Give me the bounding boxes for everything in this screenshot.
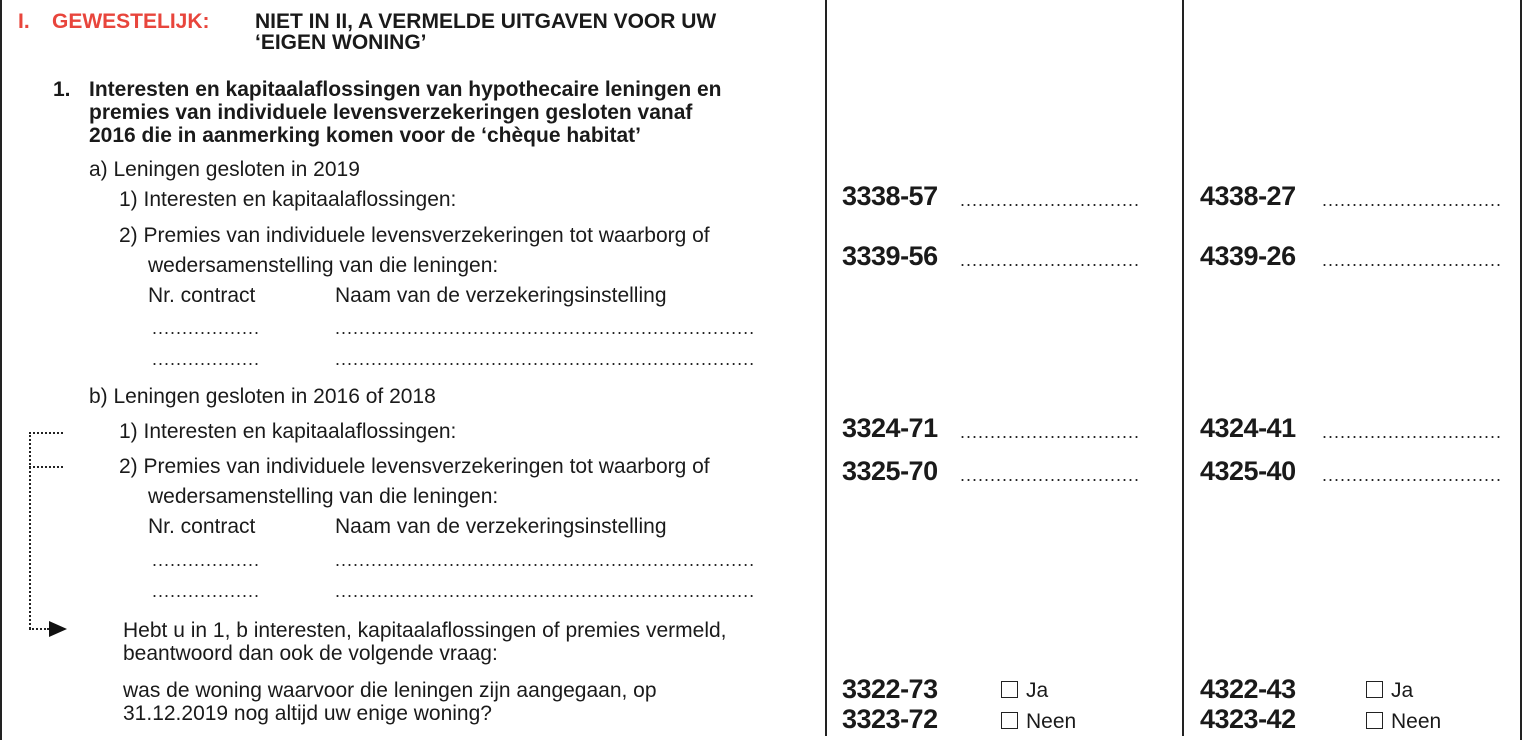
arrow-right-icon	[49, 621, 67, 637]
a-row1-label: 1) Interesten en kapitaalaflossingen:	[119, 188, 457, 211]
ja-label: Ja	[1391, 679, 1414, 702]
code-4338-27: 4338-27	[1200, 181, 1296, 211]
b-row2-label-line1: 2) Premies van individuele levensverzekeringen tot waarborg of	[119, 455, 710, 478]
section-title-line2: ‘EIGEN WONING’	[255, 31, 427, 54]
sub-a-heading: a) Leningen gesloten in 2019	[89, 158, 360, 181]
column-divider-1	[825, 0, 827, 736]
section-title-line1: NIET IN II, A VERMELDE UITGAVEN VOOR UW	[255, 10, 717, 33]
connector-branch-3	[29, 628, 49, 630]
question-line2: 31.12.2019 nog altijd uw enige woning?	[123, 702, 492, 725]
item-title-line2: premies van individuele levensverzekeringen gesloten vanaf	[89, 101, 693, 124]
amount-field-3325-70[interactable]: ..............................	[960, 465, 1141, 485]
checkbox-icon[interactable]	[1366, 681, 1383, 698]
section-number: I.	[18, 10, 30, 33]
code-3325-70: 3325-70	[842, 456, 938, 486]
checkbox-neen-1[interactable]	[1001, 710, 1076, 734]
question-intro-line1: Hebt u in 1, b interesten, kapitaalaflossingen of premies vermeld,	[123, 619, 727, 642]
checkbox-ja-2[interactable]	[1366, 679, 1413, 703]
amount-field-4325-40[interactable]: ..............................	[1322, 465, 1503, 485]
code-3322-73: 3322-73	[842, 674, 938, 704]
a-insurer-field-2[interactable]: ......................................................................	[335, 349, 756, 369]
code-4323-42: 4323-42	[1200, 704, 1296, 734]
item-number: 1.	[53, 78, 71, 101]
b-contract-field-1[interactable]: ..................	[152, 550, 261, 570]
b-contract-field-2[interactable]: ..................	[152, 581, 261, 601]
checkbox-icon[interactable]	[1001, 712, 1018, 729]
code-4325-40: 4325-40	[1200, 456, 1296, 486]
code-4322-43: 4322-43	[1200, 674, 1296, 704]
item-title-line1: Interesten en kapitaalaflossingen van hypothecaire leningen en	[89, 78, 722, 101]
code-4339-26: 4339-26	[1200, 241, 1296, 271]
code-3324-71: 3324-71	[842, 413, 938, 443]
amount-field-4339-26[interactable]: ..............................	[1322, 250, 1503, 270]
a-contract-field-1[interactable]: ..................	[152, 318, 261, 338]
amount-field-3339-56[interactable]: ..............................	[960, 250, 1141, 270]
connector-branch-1	[29, 432, 63, 434]
amount-field-4324-41[interactable]: ..............................	[1322, 422, 1503, 442]
b-insurer-field-1[interactable]: ......................................................................	[335, 550, 756, 570]
code-3339-56: 3339-56	[842, 241, 938, 271]
sub-b-heading: b) Leningen gesloten in 2016 of 2018	[89, 385, 436, 408]
question-intro-line2: beantwoord dan ook de volgende vraag:	[123, 642, 498, 665]
column-divider-2	[1182, 0, 1184, 736]
amount-field-4338-27[interactable]: ..............................	[1322, 190, 1503, 210]
checkbox-icon[interactable]	[1001, 681, 1018, 698]
question-line1: was de woning waarvoor die leningen zijn aangegaan, op	[123, 679, 657, 702]
code-3338-57: 3338-57	[842, 181, 938, 211]
amount-field-3338-57[interactable]: ..............................	[960, 190, 1141, 210]
item-title-line3: 2016 die in aanmerking komen voor de ‘chèque habitat’	[89, 124, 641, 147]
ja-label: Ja	[1026, 679, 1049, 702]
b-insurer-header: Naam van de verzekeringsinstelling	[335, 515, 667, 538]
amount-field-3324-71[interactable]: ..............................	[960, 422, 1141, 442]
b-contract-header: Nr. contract	[148, 515, 256, 538]
code-3323-72: 3323-72	[842, 704, 938, 734]
b-row1-label: 1) Interesten en kapitaalaflossingen:	[119, 420, 457, 443]
checkbox-neen-2[interactable]	[1366, 710, 1441, 734]
a-contract-field-2[interactable]: ..................	[152, 349, 261, 369]
neen-label: Neen	[1026, 710, 1077, 733]
neen-label: Neen	[1391, 710, 1442, 733]
section-label: GEWESTELIJK:	[52, 10, 210, 33]
connector-line	[29, 432, 31, 629]
a-insurer-header: Naam van de verzekeringsinstelling	[335, 284, 667, 307]
a-row2-label-line2: wedersamenstelling van die leningen:	[148, 254, 499, 277]
checkbox-ja-1[interactable]	[1001, 679, 1048, 703]
a-insurer-field-1[interactable]: ......................................................................	[335, 318, 756, 338]
connector-branch-2	[29, 466, 63, 468]
a-row2-label-line1: 2) Premies van individuele levensverzekeringen tot waarborg of	[119, 224, 710, 247]
a-contract-header: Nr. contract	[148, 284, 256, 307]
code-4324-41: 4324-41	[1200, 413, 1296, 443]
b-row2-label-line2: wedersamenstelling van die leningen:	[148, 485, 499, 508]
checkbox-icon[interactable]	[1366, 712, 1383, 729]
b-insurer-field-2[interactable]: ......................................................................	[335, 581, 756, 601]
